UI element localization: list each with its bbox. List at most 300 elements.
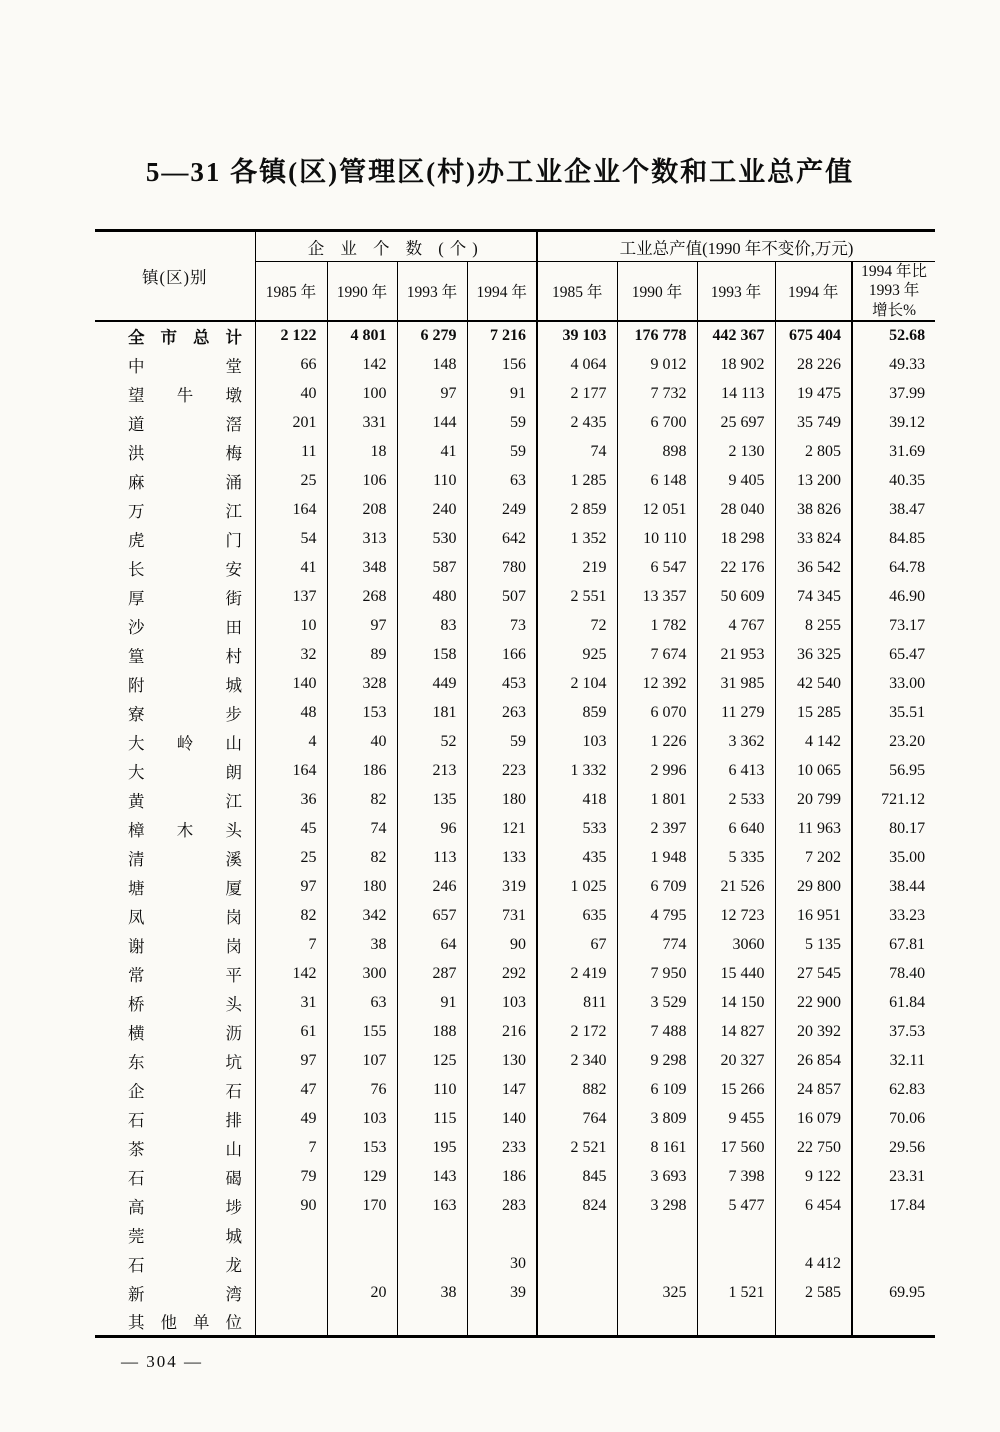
value-cell	[397, 1249, 467, 1278]
town-name-cell	[95, 1249, 255, 1278]
value-cell: 144	[397, 408, 467, 437]
town-name-cell	[95, 1220, 255, 1249]
value-cell: 249	[467, 495, 537, 524]
value-cell: 25	[255, 466, 327, 495]
year-header-1985-value: 1985 年	[537, 262, 617, 322]
value-cell	[467, 1307, 537, 1336]
value-cell: 110	[397, 466, 467, 495]
value-cell: 74	[537, 437, 617, 466]
value-cell: 176 778	[617, 321, 697, 350]
value-cell	[697, 1249, 775, 1278]
value-cell: 9 455	[697, 1104, 775, 1133]
table-row	[95, 495, 935, 524]
value-cell: 74	[327, 814, 397, 843]
value-cell: 2 533	[697, 785, 775, 814]
value-cell: 731	[467, 901, 537, 930]
value-cell	[255, 1307, 327, 1336]
year-header-1990-value: 1990 年	[617, 262, 697, 322]
table-row	[95, 1249, 935, 1278]
table-row	[95, 1278, 935, 1307]
value-cell: 125	[397, 1046, 467, 1075]
value-cell: 13 200	[775, 466, 852, 495]
value-cell: 319	[467, 872, 537, 901]
growth-rate-header	[852, 262, 935, 322]
value-cell: 2 585	[775, 1278, 852, 1307]
value-cell: 1 801	[617, 785, 697, 814]
value-cell: 442 367	[697, 321, 775, 350]
value-cell: 328	[327, 669, 397, 698]
table-row	[95, 1307, 935, 1336]
growth-header-line2: 1993 年	[868, 282, 920, 300]
value-cell: 41	[255, 553, 327, 582]
town-name: 新 湾	[128, 1284, 242, 1304]
value-cell: 33.00	[889, 674, 926, 692]
value-cell	[397, 1220, 467, 1249]
year-header-1993-value: 1993 年	[697, 262, 775, 322]
value-cell: 89	[327, 640, 397, 669]
table-row	[95, 785, 935, 814]
value-cell: 208	[327, 495, 397, 524]
value-cell: 22 900	[775, 988, 852, 1017]
value-cell: 29.56	[889, 1138, 926, 1156]
value-cell: 223	[467, 756, 537, 785]
value-cell: 153	[327, 1133, 397, 1162]
town-name: 企 石	[128, 1081, 242, 1101]
value-cell: 25 697	[697, 408, 775, 437]
table-row	[95, 814, 935, 843]
value-cell: 6 413	[697, 756, 775, 785]
value-cell: 25	[255, 843, 327, 872]
table-row	[95, 1075, 935, 1104]
value-cell: 313	[327, 524, 397, 553]
value-cell: 11	[255, 437, 327, 466]
value-cell: 2 435	[537, 408, 617, 437]
town-name-cell	[95, 843, 255, 872]
value-cell: 325	[617, 1278, 697, 1307]
town-name-cell	[95, 727, 255, 756]
value-cell: 49	[255, 1104, 327, 1133]
value-cell: 67	[537, 930, 617, 959]
value-cell: 1 025	[537, 872, 617, 901]
value-cell: 1 285	[537, 466, 617, 495]
value-cell: 764	[537, 1104, 617, 1133]
table-row	[95, 930, 935, 959]
value-cell: 137	[255, 582, 327, 611]
value-cell: 4 767	[697, 611, 775, 640]
value-cell: 6 279	[397, 321, 467, 350]
value-cell: 213	[397, 756, 467, 785]
value-cell	[617, 1307, 697, 1336]
value-cell: 33 824	[775, 524, 852, 553]
value-cell: 283	[467, 1191, 537, 1220]
value-cell: 38 826	[775, 495, 852, 524]
table-row	[95, 988, 935, 1017]
value-cell: 62.83	[889, 1080, 926, 1098]
value-cell: 164	[255, 495, 327, 524]
value-cell: 76	[327, 1075, 397, 1104]
value-cell: 79	[255, 1162, 327, 1191]
value-cell: 7 216	[467, 321, 537, 350]
value-cell: 37.99	[889, 384, 926, 402]
value-cell: 153	[327, 698, 397, 727]
town-name-cell	[95, 756, 255, 785]
table-row	[95, 1133, 935, 1162]
value-cell: 331	[327, 408, 397, 437]
town-name-cell	[95, 640, 255, 669]
value-cell: 11 279	[697, 698, 775, 727]
value-cell: 50 609	[697, 582, 775, 611]
value-cell: 2 104	[537, 669, 617, 698]
value-cell: 59	[467, 437, 537, 466]
value-cell: 30	[467, 1249, 537, 1278]
value-cell: 6 547	[617, 553, 697, 582]
statistics-table-container	[95, 229, 935, 1338]
value-cell: 2 859	[537, 495, 617, 524]
value-cell: 63	[467, 466, 537, 495]
value-cell: 300	[327, 959, 397, 988]
growth-header-line1: 1994 年比	[861, 263, 927, 280]
town-name: 篁 村	[128, 646, 242, 666]
value-cell: 233	[467, 1133, 537, 1162]
value-cell	[775, 1307, 852, 1336]
value-cell: 64	[397, 930, 467, 959]
value-cell: 142	[327, 350, 397, 379]
value-cell: 418	[537, 785, 617, 814]
year-header-1993-count: 1993 年	[397, 262, 467, 322]
value-cell: 8 255	[775, 611, 852, 640]
value-cell: 2 122	[255, 321, 327, 350]
value-cell: 46.90	[889, 587, 926, 605]
value-cell: 91	[467, 379, 537, 408]
value-cell: 103	[327, 1104, 397, 1133]
value-cell: 4 412	[775, 1249, 852, 1278]
value-cell: 21 526	[697, 872, 775, 901]
value-cell: 5 335	[697, 843, 775, 872]
value-cell: 287	[397, 959, 467, 988]
town-name: 附 城	[128, 675, 242, 695]
table-row	[95, 1191, 935, 1220]
town-name-cell	[95, 1104, 255, 1133]
town-name: 望 牛 墩	[128, 385, 242, 405]
town-name: 寮 步	[128, 704, 242, 724]
value-cell: 97	[255, 1046, 327, 1075]
value-cell: 10 065	[775, 756, 852, 785]
value-cell: 7 950	[617, 959, 697, 988]
value-cell: 263	[467, 698, 537, 727]
town-name-cell	[95, 1307, 255, 1336]
town-name: 黄 江	[128, 791, 242, 811]
value-cell: 13 357	[617, 582, 697, 611]
value-cell: 1 782	[617, 611, 697, 640]
value-cell: 22 176	[697, 553, 775, 582]
table-row	[95, 321, 935, 350]
value-cell: 219	[537, 553, 617, 582]
town-name-cell	[95, 1278, 255, 1307]
value-cell	[852, 1307, 935, 1336]
value-cell: 170	[327, 1191, 397, 1220]
value-cell: 2 397	[617, 814, 697, 843]
value-cell	[617, 1220, 697, 1249]
town-name: 桥 头	[128, 994, 242, 1014]
value-cell: 42 540	[775, 669, 852, 698]
value-cell: 84.85	[889, 529, 926, 547]
value-cell: 103	[537, 727, 617, 756]
table-row	[95, 669, 935, 698]
value-cell: 147	[467, 1075, 537, 1104]
value-cell: 14 827	[697, 1017, 775, 1046]
value-cell: 20 327	[697, 1046, 775, 1075]
value-cell: 5 477	[697, 1191, 775, 1220]
town-name-cell	[95, 988, 255, 1017]
value-cell: 216	[467, 1017, 537, 1046]
value-cell: 18 902	[697, 350, 775, 379]
value-cell: 54	[255, 524, 327, 553]
value-cell: 7 732	[617, 379, 697, 408]
value-cell: 180	[327, 872, 397, 901]
town-name: 全 市 总 计	[128, 328, 242, 348]
town-name-cell	[95, 321, 255, 350]
town-name: 塘 厦	[128, 878, 242, 898]
group-header-row	[95, 231, 935, 262]
value-cell: 74 345	[775, 582, 852, 611]
town-name: 东 坑	[128, 1052, 242, 1072]
value-cell: 41	[397, 437, 467, 466]
value-cell	[697, 1220, 775, 1249]
value-cell: 449	[397, 669, 467, 698]
value-cell: 2 130	[697, 437, 775, 466]
value-cell: 91	[397, 988, 467, 1017]
town-name: 虎 门	[128, 530, 242, 550]
value-cell: 21 953	[697, 640, 775, 669]
value-cell: 453	[467, 669, 537, 698]
value-cell: 82	[255, 901, 327, 930]
value-cell: 240	[397, 495, 467, 524]
value-cell: 7 398	[697, 1162, 775, 1191]
town-name-cell	[95, 872, 255, 901]
value-cell: 38.47	[889, 500, 926, 518]
value-cell: 16 079	[775, 1104, 852, 1133]
town-name: 高 埗	[128, 1197, 242, 1217]
table-row	[95, 350, 935, 379]
value-cell: 7 488	[617, 1017, 697, 1046]
value-cell: 6 070	[617, 698, 697, 727]
town-name-cell	[95, 495, 255, 524]
value-cell: 7 674	[617, 640, 697, 669]
value-cell: 59	[467, 727, 537, 756]
value-cell: 80.17	[889, 819, 926, 837]
value-cell: 83	[397, 611, 467, 640]
value-cell: 59	[467, 408, 537, 437]
page-number: — 304 —	[121, 1352, 203, 1371]
value-cell: 7	[255, 930, 327, 959]
value-cell	[255, 1249, 327, 1278]
value-cell: 70.06	[889, 1109, 926, 1127]
value-cell	[697, 1307, 775, 1336]
value-cell: 61	[255, 1017, 327, 1046]
value-cell: 47	[255, 1075, 327, 1104]
value-cell: 188	[397, 1017, 467, 1046]
value-cell: 657	[397, 901, 467, 930]
town-name: 莞 城	[128, 1226, 242, 1246]
value-cell: 16 951	[775, 901, 852, 930]
value-cell: 811	[537, 988, 617, 1017]
value-cell: 18 298	[697, 524, 775, 553]
value-cell: 97	[327, 611, 397, 640]
value-cell: 7 202	[775, 843, 852, 872]
growth-header-line3: 增长%	[872, 301, 916, 319]
table-header	[95, 231, 935, 322]
enterprise-count-group-header: 企 业 个 数 (个)	[255, 231, 537, 262]
value-cell: 143	[397, 1162, 467, 1191]
value-cell: 31 985	[697, 669, 775, 698]
town-name: 大 岭 山	[128, 733, 242, 753]
value-cell: 38	[327, 930, 397, 959]
value-cell: 14 150	[697, 988, 775, 1017]
value-cell: 201	[255, 408, 327, 437]
value-cell	[775, 1220, 852, 1249]
value-cell: 40.35	[889, 471, 926, 489]
town-name: 麻 涌	[128, 472, 242, 492]
value-cell: 28 226	[775, 350, 852, 379]
town-name: 清 溪	[128, 849, 242, 869]
value-cell: 103	[467, 988, 537, 1017]
value-cell: 65.47	[889, 645, 926, 663]
town-name: 厚 街	[128, 588, 242, 608]
value-cell: 9 405	[697, 466, 775, 495]
value-cell: 156	[467, 350, 537, 379]
value-cell: 15 266	[697, 1075, 775, 1104]
value-cell: 1 948	[617, 843, 697, 872]
value-cell: 90	[467, 930, 537, 959]
town-name-cell	[95, 466, 255, 495]
value-cell: 107	[327, 1046, 397, 1075]
value-cell: 3 362	[697, 727, 775, 756]
value-cell: 28 040	[697, 495, 775, 524]
value-cell: 67.81	[889, 935, 926, 953]
value-cell	[327, 1307, 397, 1336]
town-name-cell	[95, 785, 255, 814]
table-row	[95, 872, 935, 901]
value-cell: 6 700	[617, 408, 697, 437]
table-row	[95, 1162, 935, 1191]
year-header-1990-count: 1990 年	[327, 262, 397, 322]
value-cell: 774	[617, 930, 697, 959]
value-cell: 348	[327, 553, 397, 582]
value-cell: 6 640	[697, 814, 775, 843]
table-row	[95, 466, 935, 495]
value-cell	[467, 1220, 537, 1249]
town-name-cell	[95, 959, 255, 988]
value-cell: 82	[327, 843, 397, 872]
town-name-cell	[95, 1017, 255, 1046]
town-name-cell	[95, 408, 255, 437]
town-name: 茶 山	[128, 1139, 242, 1159]
value-cell: 12 392	[617, 669, 697, 698]
value-cell	[537, 1278, 617, 1307]
value-cell: 39.12	[889, 413, 926, 431]
value-cell: 115	[397, 1104, 467, 1133]
value-cell: 859	[537, 698, 617, 727]
value-cell: 342	[327, 901, 397, 930]
value-cell: 49.33	[889, 355, 926, 373]
town-name-cell	[95, 698, 255, 727]
value-cell	[617, 1249, 697, 1278]
value-cell: 35.00	[889, 848, 926, 866]
value-cell: 73.17	[889, 616, 926, 634]
value-cell: 12 051	[617, 495, 697, 524]
value-cell: 96	[397, 814, 467, 843]
value-cell: 97	[255, 872, 327, 901]
value-cell: 15 285	[775, 698, 852, 727]
value-cell: 166	[467, 640, 537, 669]
value-cell: 4	[255, 727, 327, 756]
value-cell: 72	[537, 611, 617, 640]
corner-header-cell: 镇(区)别	[95, 231, 255, 322]
table-row	[95, 1017, 935, 1046]
value-cell: 78.40	[889, 964, 926, 982]
town-name-cell	[95, 669, 255, 698]
value-cell: 155	[327, 1017, 397, 1046]
value-cell: 292	[467, 959, 537, 988]
table-row	[95, 553, 935, 582]
value-cell: 246	[397, 872, 467, 901]
town-name: 洪 梅	[128, 443, 242, 463]
value-cell: 52.68	[889, 327, 926, 345]
value-cell: 97	[397, 379, 467, 408]
value-cell: 142	[255, 959, 327, 988]
value-cell: 6 709	[617, 872, 697, 901]
value-cell: 9 012	[617, 350, 697, 379]
value-cell: 37.53	[889, 1022, 926, 1040]
value-cell: 9 298	[617, 1046, 697, 1075]
value-cell: 845	[537, 1162, 617, 1191]
value-cell: 3 298	[617, 1191, 697, 1220]
value-cell: 135	[397, 785, 467, 814]
value-cell: 140	[255, 669, 327, 698]
value-cell: 9 122	[775, 1162, 852, 1191]
town-name: 其 他 单 位	[128, 1312, 242, 1332]
value-cell: 4 142	[775, 727, 852, 756]
town-name-cell	[95, 1046, 255, 1075]
value-cell: 3 809	[617, 1104, 697, 1133]
value-cell	[852, 1220, 935, 1249]
value-cell: 24 857	[775, 1075, 852, 1104]
value-cell: 2 419	[537, 959, 617, 988]
value-cell: 6 148	[617, 466, 697, 495]
table-row	[95, 1220, 935, 1249]
value-cell: 3060	[697, 930, 775, 959]
value-cell: 106	[327, 466, 397, 495]
table-row	[95, 611, 935, 640]
value-cell: 507	[467, 582, 537, 611]
table-row	[95, 1046, 935, 1075]
value-cell: 27 545	[775, 959, 852, 988]
value-cell: 29 800	[775, 872, 852, 901]
town-name: 中 堂	[128, 356, 242, 376]
value-cell: 113	[397, 843, 467, 872]
value-cell: 186	[467, 1162, 537, 1191]
table-row	[95, 959, 935, 988]
value-cell: 73	[467, 611, 537, 640]
value-cell: 11 963	[775, 814, 852, 843]
value-cell: 40	[327, 727, 397, 756]
town-name: 长 安	[128, 559, 242, 579]
value-cell	[255, 1278, 327, 1307]
value-cell: 181	[397, 698, 467, 727]
value-cell: 2 340	[537, 1046, 617, 1075]
output-value-group-header: 工业总产值(1990 年不变价,万元)	[537, 231, 935, 262]
value-cell: 20	[327, 1278, 397, 1307]
